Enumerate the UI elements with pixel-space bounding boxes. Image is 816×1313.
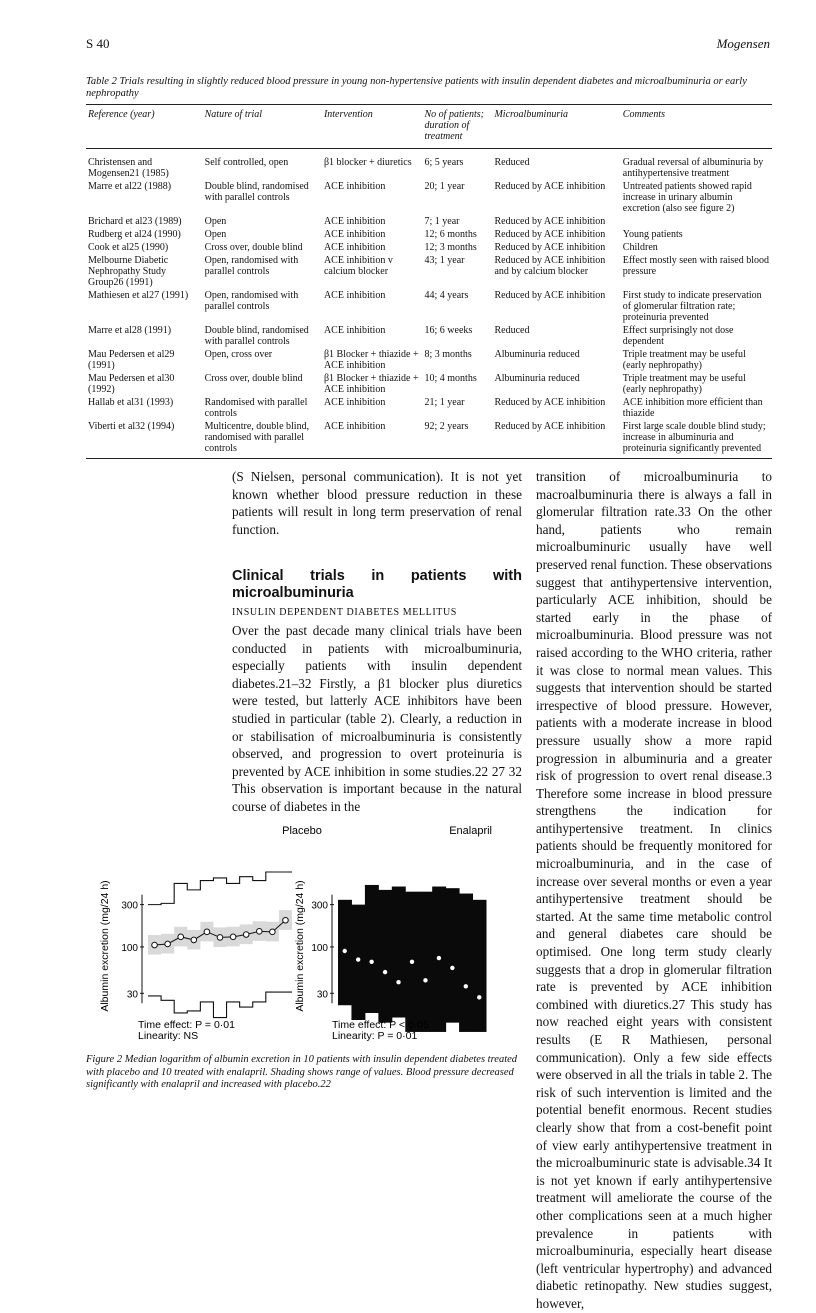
table-row [86,228,772,241]
median-point [204,929,210,935]
table-cell: Rudberg et al24 (1990) [88,229,181,240]
range-bar [473,900,487,1032]
median-point [383,970,387,974]
section-heading: Clinical trials in patients with microalbuminuria [232,568,522,602]
col-header-reference: Reference (year) [86,105,203,149]
table-cell: Reduced by ACE inhibition [494,216,606,227]
range-upper-line [148,872,292,905]
table-cell: Viberti et al32 (1994) [86,420,203,459]
table-cell: Reduced by ACE inhibition and by calcium blocker [494,255,606,277]
median-point [165,941,171,947]
median-point [343,949,347,953]
table-cell: Marre et al22 (1988) [88,181,172,192]
table-row [86,289,772,324]
paragraph: (S Nielsen, personal communication). It is not yet known whether blood pressure reduction in these patients will result in long term preservation of renal function. [232,469,522,537]
y-tick-label: 30 [126,989,138,1001]
y-tick-label: 300 [311,900,328,912]
table-cell: Open [204,216,227,227]
table-cell: First study to indicate preservation of glomerular filtration rate; proteinuria prevented [622,290,762,323]
median-point [396,980,400,984]
table-cell: Self controlled, open [204,157,289,168]
median-point [410,960,414,964]
table-cell: Cross over, double blind [204,242,303,253]
table-row [86,396,772,420]
table-row [86,149,772,181]
col-header-nature: Nature of trial [203,105,322,149]
table-cell: Reduced by ACE inhibition [494,397,606,408]
table-cell: ACE inhibition [323,290,386,301]
table-cell: 7; 1 year [424,216,460,227]
chart-title: Placebo [282,825,322,837]
median-point [230,934,236,940]
table-row [86,180,772,215]
figure-footnote: Linearity: NS [138,1030,199,1042]
table-cell: Triple treatment may be useful (early nephropathy) [622,373,746,395]
table-cell: Mathiesen et al27 (1991) [88,290,189,301]
table-cell: Open, randomised with parallel controls [204,255,299,277]
table-cell: ACE inhibition [323,216,386,227]
table-cell: ACE inhibition [323,397,386,408]
running-author: Mogensen [716,36,770,51]
text-column-right [536,468,772,1313]
y-tick-label: 300 [121,900,138,912]
median-point [437,956,441,960]
table-cell: Open, cross over [204,349,273,360]
table-cell: Young patients [622,229,683,240]
table-row [86,372,772,396]
table-cell: Cook et al25 (1990) [88,242,169,253]
col-header-patients: No of patients; duration of treatment [423,105,493,149]
table-row [86,254,772,289]
table-cell: 6; 5 years [424,157,464,168]
table-cell: 10; 4 months [424,373,477,384]
table-cell: 12; 6 months [424,229,477,240]
median-point [152,942,158,948]
table-cell: Randomised with parallel controls [204,397,308,419]
table-cell: Children [622,242,658,253]
table-row [86,348,772,372]
table-cell: 43; 1 year [424,255,465,266]
median-point [464,984,468,988]
range-lower-line [148,992,292,1017]
range-bar [378,890,392,1023]
table-cell: ACE inhibition [322,420,423,459]
range-bar [419,892,433,1032]
median-point [283,917,289,923]
figure-footnote: Time effect: P < 0·05 [332,1019,429,1031]
table-cell: ACE inhibition v calcium blocker [323,255,393,277]
table-cell: ACE inhibition [323,325,386,336]
table-cell: Untreated patients showed rapid increase in urinary albumin excretion (also see figure 2) [622,181,752,214]
table-cell: Effect surprisingly not dose dependent [622,325,734,347]
table-cell: Reduced by ACE inhibition [494,290,606,301]
median-point [369,960,373,964]
table-cell: Hallab et al31 (1993) [88,397,174,408]
median-point [178,934,184,940]
table-cell: Mau Pedersen et al30 (1992) [88,373,175,395]
table-caption: Table 2 Trials resulting in slightly reduced blood pressure in young non-hypertensive patients with insulin dependent diabetes and microalbuminuria or early nephropathy [86,76,747,99]
median-point [243,932,249,938]
table-cell [621,215,772,228]
table-cell: 8; 3 months [424,349,472,360]
table-cell: Double blind, randomised with parallel controls [204,181,309,203]
table-row [86,241,772,254]
range-bar [351,905,365,1020]
table-cell: Reduced by ACE inhibition [492,420,620,459]
table-cell: Marre et al28 (1991) [88,325,172,336]
table-cell: 16; 6 weeks [424,325,473,336]
range-bar [365,885,379,1013]
median-point [423,978,427,982]
subsection-heading: INSULIN DEPENDENT DIABETES MELLITUS [232,607,457,619]
table-cell: Christensen and Mogensen21 (1985) [88,157,169,179]
table-cell: ACE inhibition [323,242,386,253]
table-cell: ACE inhibition [323,181,386,192]
table-cell: Reduced [494,157,530,168]
figure-2-chart [86,820,526,1052]
table-cell: 44; 4 years [424,290,469,301]
table-cell: β1 blocker + diuretics [323,157,412,168]
y-tick-label: 100 [121,942,138,954]
range-bar [459,894,473,1032]
table-cell: Open [204,229,227,240]
table-row [86,215,772,228]
table-cell: Albuminuria reduced [494,373,580,384]
table-header-row [86,105,772,149]
table-cell: Effect mostly seen with raised blood pressure [622,255,769,277]
y-tick-label: 30 [316,989,328,1001]
table-cell: Multicentre, double blind, randomised with parallel controls [203,420,322,459]
chart-title: Enalapril [449,825,492,837]
table-cell: First large scale double blind study; increase in albuminuria and proteinuria significantly prevented [621,420,772,459]
table-cell: Gradual reversal of albuminuria by antihypertensive treatment [622,157,764,179]
table-body [86,149,772,459]
table-cell: β1 Blocker + thiazide + ACE inhibition [323,349,419,371]
table-2 [86,104,772,459]
table-cell: Double blind, randomised with parallel controls [204,325,309,347]
col-header-comments: Comments [621,105,772,149]
median-point [256,929,262,935]
range-bar [446,888,460,1022]
table-row [86,420,772,459]
median-point [356,957,360,961]
table-cell: 21; 1 year [424,397,465,408]
y-tick-label: 100 [311,942,328,954]
table-cell: Melbourne Diabetic Nephropathy Study Group26 (1991) [88,255,169,288]
figure-caption: Figure 2 Median logarithm of albumin excretion in 10 patients with insulin dependent diabetes treated with placebo and 10 treated with enalapril. Shading shows range of values. Blood pressure decreased significantly with enalapril and increased with placebo.22 [86,1054,518,1090]
y-axis-label: Albumin excretion (mg/24 h) [294,880,306,1012]
median-point [217,935,223,941]
table-cell: Cross over, double blind [204,373,303,384]
page-number: S 40 [86,36,110,51]
figure-footnote: Linearity: P = 0·01 [332,1030,418,1042]
figure-footnote: Time effect: P = 0·01 [138,1019,235,1031]
median-point [191,937,197,943]
table-cell: ACE inhibition more efficient than thiazide [622,397,763,419]
table-cell: Brichard et al23 (1989) [88,216,182,227]
table-cell: Triple treatment may be useful (early nephropathy) [622,349,746,371]
table-cell: 20; 1 year [424,181,465,192]
table-cell: Mau Pedersen et al29 (1991) [88,349,175,371]
table-cell: 12; 3 months [424,242,477,253]
median-point [477,995,481,999]
table-cell: Albuminuria reduced [494,349,580,360]
table-cell: Reduced [494,325,530,336]
paragraph: transition of microalbuminuria to macroalbuminuria there is always a fall in glomerular filtration rate.33 On the other hand, patients who remain microalbuminuric usually have well preserved renal function. These observations suggest that antihypertensive intervention, particularly ACE inhibition, should be started early in the phase of microalbuminuria. Blood pressure was not raised according to the WHO criteria, rather it was close to normal mean values. This suggests that intervention should be started irrespective of blood pressure. However, patients with a moderate increase in blood pressure usually show a more rapid progression in albuminuria and a greater risk of progression to overt renal disease.3 Therefore some increase in blood pressure strengthens the indication for antihypertensive treatment. In clinics patients should be frequently monitored for microalbuminuria, and in the case of increase over several months or even a year antihypertensive treatment should be started. At the same time metabolic control and general diabetes care should be optimised. One long term study clearly suggests that a drop in glomerular filtration rate is prevented by ACE inhibition combined with diuretics.27 This study has now reached eight years with consistent results (E R Mathiesen, personal communication). Only a few side effects were observed in all the trials in table 2. The risk of such intervention is limited and the potential benefit enormous. Recent studies clearly show that from a cost-benefit point of view early antihypertensive treatment in the microalbuminuric state is advisable.34 It is not yet known if early antihypertensive treatment will ameliorate the course of the other complications seen at a much higher prevalence in patients with microalbuminuria, especially heart disease (left ventricular hypertrophy) and advanced diabetic retinopathy. New studies suggest, however, [536,469,772,1311]
median-point [450,966,454,970]
table-cell: 92; 2 years [423,420,493,459]
median-point [270,929,276,935]
range-bar [392,887,406,1018]
table-cell: Reduced by ACE inhibition [494,229,606,240]
table-cell: Open, randomised with parallel controls [204,290,299,312]
table-row [86,324,772,348]
table-cell: Reduced by ACE inhibition [494,242,606,253]
table-cell: β1 Blocker + thiazide + ACE inhibition [323,373,419,395]
text-column-middle [232,468,522,816]
col-header-microalbuminuria: Microalbuminuria [492,105,620,149]
table-cell: Reduced by ACE inhibition [494,181,606,192]
y-axis-label: Albumin excretion (mg/24 h) [99,880,111,1012]
figure-2 [86,820,526,1052]
col-header-intervention: Intervention [322,105,423,149]
table-cell: ACE inhibition [323,229,386,240]
paragraph: Over the past decade many clinical trials have been conducted in patients with microalbuminuria, especially patients with insulin dependent diabetes.21–32 Firstly, a β1 blocker plus diuretics were tested, but latterly ACE inhibitors have been studied in particular (table 2). Clearly, a reduction in or stabilisation of microalbuminuria is consistently observed, and progression to overt proteinuria is prevented by ACE inhibition in some studies.22 27 32 This observation is important because in the natural course of diabetes in the [232,622,522,814]
